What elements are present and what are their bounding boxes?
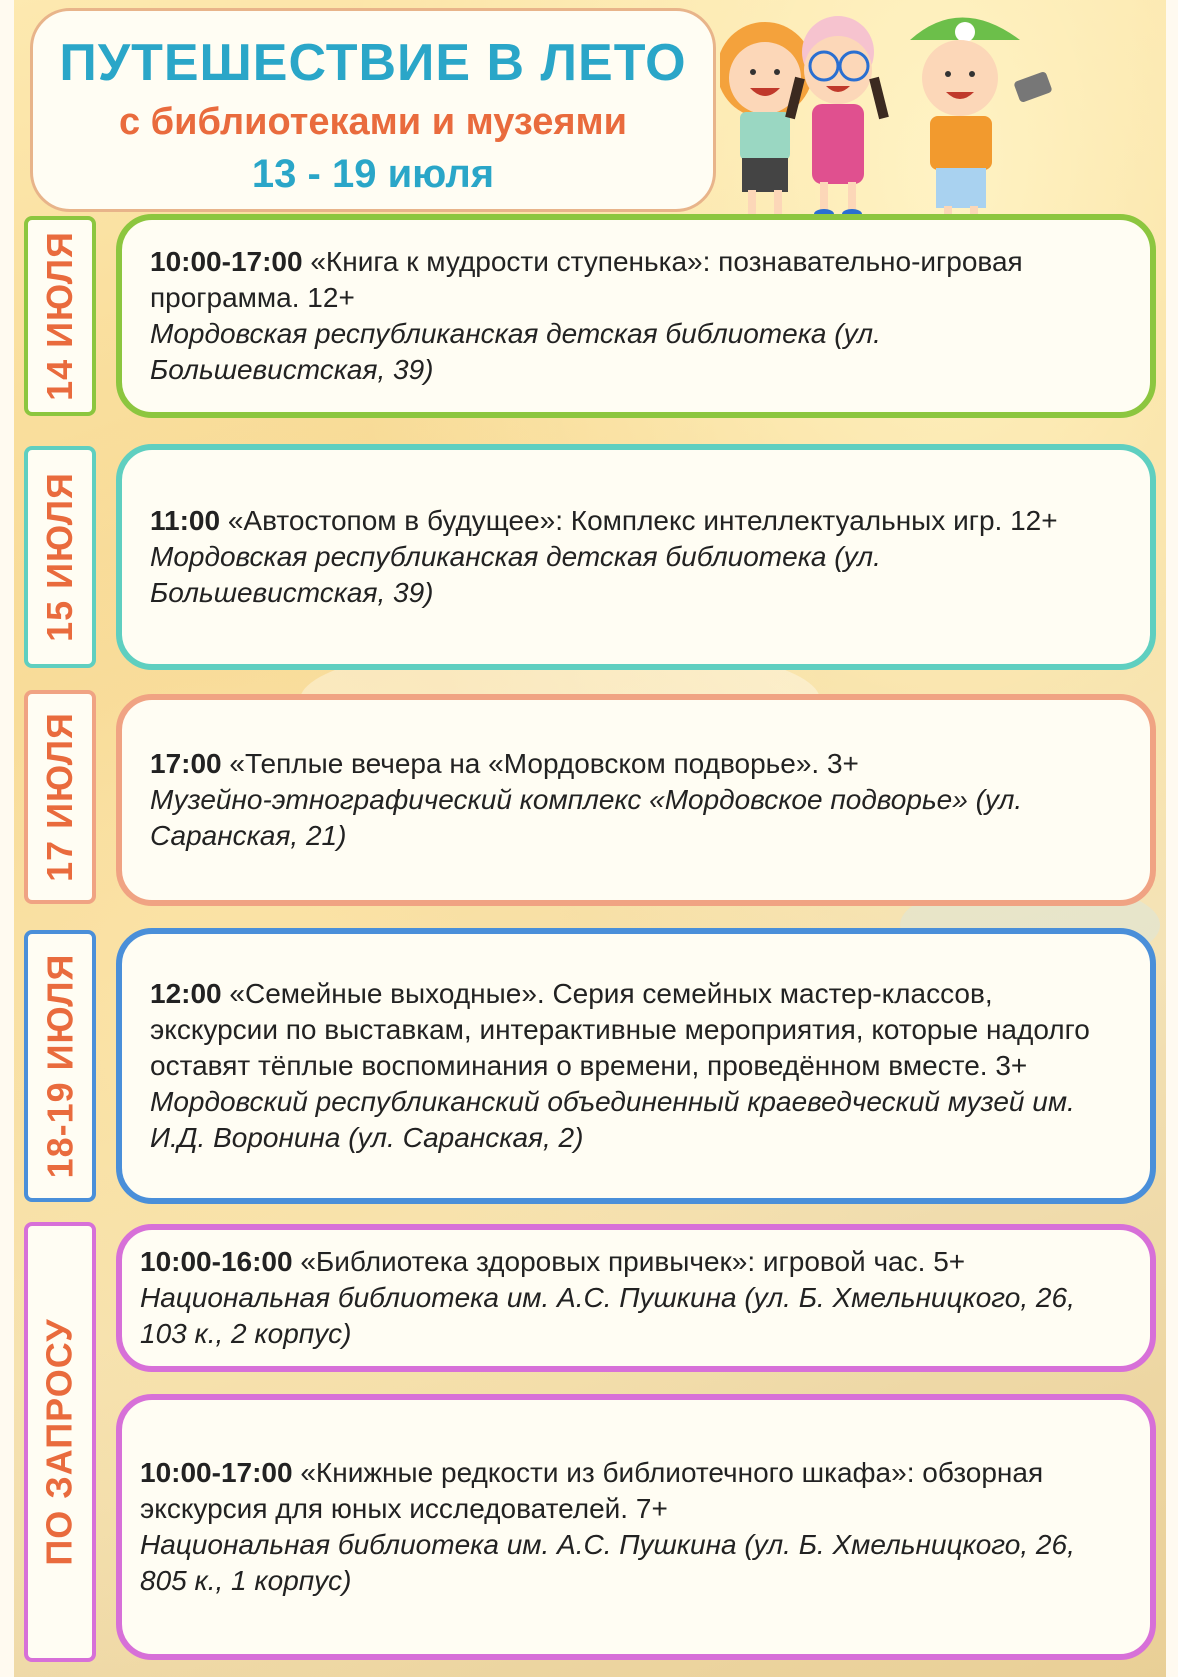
event-venue: Музейно-этнографический комплекс «Мордовское подворье» (ул. Саранская, 21) — [150, 784, 1023, 851]
day-label: 17 ИЮЛЯ — [39, 712, 80, 882]
event-title: «Книга к мудрости ступенька»: познавательно-игровая программа. 12+ — [150, 246, 1023, 313]
event-card — [116, 444, 1156, 670]
children-illustration — [720, 0, 1160, 250]
event-title: «Семейные выходные». Серия семейных мастер-классов, экскурсии по выставкам, интерактивные мероприятия, которые надолго оставят тёплые воспоминания о времени, проведённом вместе. 3+ — [150, 978, 1090, 1081]
event-description — [150, 746, 1120, 782]
event-card — [116, 1394, 1156, 1660]
event-venue: Мордовский республиканский объединенный краеведческий музей им. И.Д. Воронина (ул. Саранская, 2) — [150, 1086, 1075, 1153]
event-venue: Мордовская республиканская детская библиотека (ул. Большевистская, 39) — [150, 318, 881, 385]
event-time: 10:00-17:00 — [140, 1457, 293, 1488]
event-venue: Мордовская республиканская детская библиотека (ул. Большевистская, 39) — [150, 541, 881, 608]
event-description — [150, 503, 1120, 539]
day-tab-on-request — [24, 1222, 96, 1662]
page-title: ПУТЕШЕСТВИЕ В ЛЕТО — [59, 34, 687, 92]
event-time: 12:00 — [150, 978, 222, 1009]
page-subtitle: с библиотеками и музеями — [118, 101, 628, 143]
event-venue: Национальная библиотека им. А.С. Пушкина (ул. Б. Хмельницкого, 26, 103 к., 2 корпус) — [140, 1282, 1075, 1349]
day-tab-17-july — [24, 690, 96, 904]
event-time: 10:00-16:00 — [140, 1246, 293, 1277]
left-border — [0, 0, 14, 1677]
day-tab-15-july — [24, 446, 96, 668]
event-venue: Национальная библиотека им. А.С. Пушкина (ул. Б. Хмельницкого, 26, 805 к., 1 корпус) — [140, 1529, 1075, 1596]
event-title: «Автостопом в будущее»: Комплекс интеллектуальных игр. 12+ — [227, 505, 1058, 536]
day-tab-14-july — [24, 216, 96, 416]
event-time: 10:00-17:00 — [150, 246, 303, 277]
event-title: «Теплые вечера на «Мордовском подворье». 3+ — [229, 748, 859, 779]
day-label: 14 ИЮЛЯ — [39, 231, 80, 401]
event-description — [150, 976, 1120, 1084]
event-description — [140, 1244, 1120, 1280]
event-card — [116, 694, 1156, 906]
day-tab-18-19-july — [24, 930, 96, 1202]
event-time: 11:00 — [150, 505, 221, 536]
day-label: ПО ЗАПРОСУ — [39, 1318, 81, 1566]
event-card — [116, 1224, 1156, 1372]
day-label: 18-19 ИЮЛЯ — [39, 953, 80, 1179]
right-border — [1166, 0, 1178, 1677]
header-panel — [30, 8, 716, 212]
event-card — [116, 928, 1156, 1204]
event-title: «Книжные редкости из библиотечного шкафа»: обзорная экскурсия для юных исследователей. 7+ — [140, 1457, 1044, 1524]
event-description — [150, 244, 1120, 316]
event-description — [140, 1455, 1120, 1527]
event-card — [116, 214, 1156, 418]
day-label: 15 ИЮЛЯ — [39, 472, 80, 642]
date-range: 13 - 19 июля — [251, 152, 495, 196]
event-title: «Библиотека здоровых привычек»: игровой час. 5+ — [300, 1246, 966, 1277]
event-time: 17:00 — [150, 748, 222, 779]
